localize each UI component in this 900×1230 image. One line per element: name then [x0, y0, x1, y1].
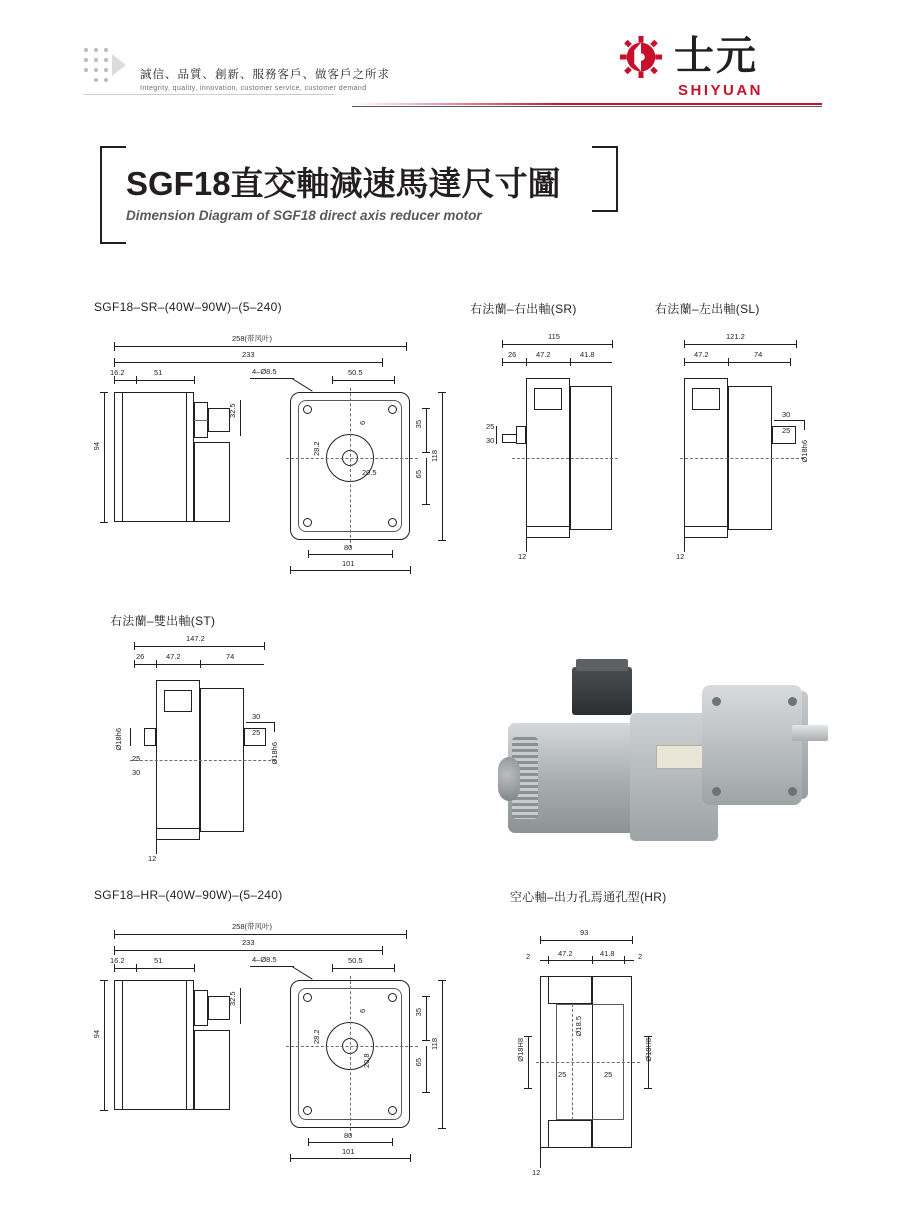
dim-hr-e: 6 [358, 1008, 367, 1013]
dim-srf-c: 41.8 [580, 350, 595, 359]
dim-slf-a: 47.2 [694, 350, 709, 359]
dim-hrh-e: Ø18H8 [516, 1038, 525, 1062]
header-divider [84, 94, 334, 95]
dots-decoration-icon [84, 48, 130, 86]
dim-hrh-i: Ø18H8 [644, 1038, 653, 1062]
caption-hr-hollow: 空心軸–出力孔焉通孔型(HR) [510, 890, 667, 904]
page-subtitle: Dimension Diagram of SGF18 direct axis reducer motor [126, 208, 482, 223]
dim-sr-e: 6 [358, 420, 367, 425]
dim-hrh-f: Ø18.5 [574, 1016, 583, 1037]
dim-hr-j: 65 [414, 1058, 423, 1067]
drawing-sl-flange [670, 330, 820, 570]
dim-hr-k: 94 [92, 1030, 101, 1039]
dim-sr-b: 51 [154, 368, 163, 377]
dim-sr-k: 94 [92, 442, 101, 451]
dim-sr-hole: 4–Ø8.5 [252, 367, 277, 376]
header-slogan-en: Integrity, quality, innovation, customer service, customer demand [140, 85, 367, 92]
logo-text-en: SHIYUAN [678, 82, 764, 99]
dim-srf-e: 30 [486, 436, 495, 445]
drawing-sr-main [92, 330, 460, 580]
dim-slf-overall: 121.2 [726, 332, 745, 341]
gear-icon [620, 34, 668, 82]
dim-stf-b: 47.2 [166, 652, 181, 661]
dim-stf-f: Ø18h6 [270, 742, 279, 765]
header-black-rule [352, 106, 822, 107]
dim-stf-a: 26 [136, 652, 145, 661]
caption-sr-flange: 右法蘭–右出軸(SR) [470, 302, 577, 316]
dim-srf-f: 12 [518, 552, 527, 561]
dim-hr-top-overall: 258(带风叶) [232, 922, 273, 931]
dim-sr-g: 28.2 [312, 441, 321, 456]
dim-stf-c: 74 [226, 652, 235, 661]
dim-sr-j: 65 [414, 470, 423, 479]
dim-slf-c: 30 [782, 410, 791, 419]
caption-sl-flange: 右法蘭–左出軸(SL) [655, 302, 760, 316]
dim-hrh-j: 12 [532, 1168, 541, 1177]
page-header [0, 0, 900, 112]
dim-hr-c: 50.5 [348, 956, 363, 965]
dim-hrh-overall: 93 [580, 928, 589, 937]
dim-sr-f: 35 [414, 420, 423, 429]
dim-stf-d: 30 [252, 712, 261, 721]
dim-hrh-h: 25 [604, 1070, 613, 1079]
dim-hr-m: 101 [342, 1147, 355, 1156]
product-photo [480, 645, 810, 860]
dim-slf-d: 25 [782, 426, 791, 435]
dim-hr-d: 32.5 [228, 991, 237, 1006]
dim-hrh-a: 2 [526, 952, 531, 961]
dim-hr-i: 118 [430, 1038, 439, 1050]
company-logo [620, 34, 820, 104]
drawing-st-flange [114, 632, 298, 872]
dim-stf-g: 25 [132, 754, 141, 763]
dim-hrh-d: 2 [638, 952, 643, 961]
drawing-hr-hollow [512, 918, 712, 1177]
dim-srf-d: 25 [486, 422, 495, 431]
dim-sr-h: 20.5 [362, 468, 377, 477]
dim-srf-overall: 115 [548, 332, 560, 341]
dim-sr-top-second: 233 [242, 350, 255, 359]
dim-slf-b: 74 [754, 350, 763, 359]
title-block [100, 146, 620, 244]
dim-hr-g: 28.2 [312, 1029, 321, 1044]
dim-sr-top-overall: 258(带风叶) [232, 334, 273, 343]
dim-hr-l: 80 [344, 1131, 353, 1140]
dim-slf-f: 12 [676, 552, 685, 561]
dim-sr-i: 118 [430, 450, 439, 462]
caption-st-flange: 右法蘭–雙出軸(ST) [110, 614, 216, 628]
dim-sr-l: 80 [344, 543, 353, 552]
page-title: SGF18直交軸減速馬達尺寸圖 [126, 165, 561, 202]
logo-text-cn: 士元 [674, 33, 758, 78]
dim-stf-h: 30 [132, 768, 141, 777]
dim-sr-c: 50.5 [348, 368, 363, 377]
dim-hrh-c: 41.8 [600, 949, 615, 958]
dim-hrh-g: 25 [558, 1070, 567, 1079]
drawing-sr-flange [486, 330, 630, 570]
dim-hr-b: 51 [154, 956, 163, 965]
dim-sr-a: 16.2 [110, 368, 125, 377]
dim-sr-d: 32.5 [228, 403, 237, 418]
dim-hrh-b: 47.2 [558, 949, 573, 958]
dim-srf-b: 47.2 [536, 350, 551, 359]
dim-hr-top-second: 233 [242, 938, 255, 947]
dim-sr-m: 101 [342, 559, 355, 568]
dim-stf-e: 25 [252, 728, 261, 737]
drawing-hr-main [92, 918, 460, 1168]
caption-hr-main: SGF18–HR–(40W–90W)–(5–240) [94, 888, 283, 902]
dim-hr-hole: 4–Ø8.5 [252, 955, 277, 964]
dim-hr-a: 16.2 [110, 956, 125, 965]
caption-sr-main: SGF18–SR–(40W–90W)–(5–240) [94, 300, 282, 314]
dim-slf-e: Ø18h6 [800, 440, 809, 463]
dim-srf-a: 26 [508, 350, 517, 359]
dim-stf-overall: 147.2 [186, 634, 205, 643]
dim-hr-f: 35 [414, 1008, 423, 1017]
header-slogan-cn: 誠信、品質、創新、服務客戶、做客戶之所求 [140, 69, 390, 81]
dim-stf-i: Ø18h6 [114, 728, 123, 751]
dim-stf-j: 12 [148, 854, 157, 863]
dim-hr-h: 20.8 [362, 1053, 371, 1068]
